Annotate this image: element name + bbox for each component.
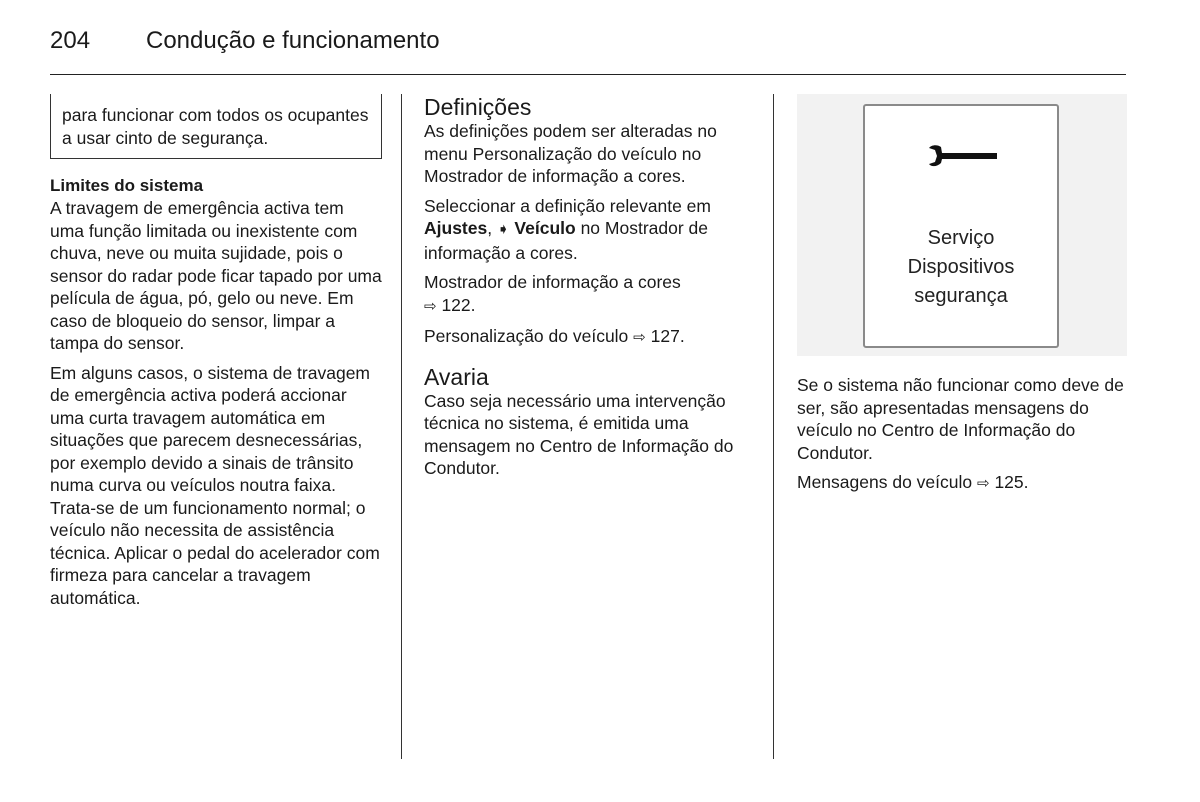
column-left: [50, 94, 382, 616]
settings-paragraph: As definições podem ser alteradas no menu Personalização do veículo no Mostrador de informação a cores.: [424, 121, 717, 186]
display-figure: [797, 94, 1127, 356]
wrench-icon: [927, 144, 999, 170]
display-ref-text: Mostrador de informação a cores: [424, 272, 681, 292]
personalization-reference: [424, 325, 760, 350]
display-screen: [863, 104, 1059, 348]
select-paragraph: [424, 195, 760, 265]
display-message: [865, 224, 1057, 311]
limits-paragraph: A travagem de emergência activa tem uma função limitada ou inexistente com chuva, neve ou muita sujidade, pois o sensor do radar pode ficar tapado por uma película de água, pó, gelo ou neve. Em caso de bloqueio do sensor, limpar a tampa do sensor.: [50, 198, 382, 353]
veiculo-label: Veículo: [514, 218, 576, 238]
column-right: [797, 94, 1127, 503]
page-ref-icon: ⇨: [977, 475, 990, 492]
select-comma: ,: [487, 218, 493, 238]
page-ref-icon: ⇨: [633, 329, 646, 346]
display-ref-page: 122.: [441, 294, 476, 315]
messages-reference: [797, 471, 1127, 496]
settings-heading: Definições: [424, 94, 532, 120]
display-reference: [424, 271, 760, 318]
cases-paragraph: Em alguns casos, o sistema de travagem de emergência activa poderá accionar uma curta travagem automática em situações que parecem desnecessárias, por exemplo devido a sinais de trânsito numa curva ou veículos noutra faixa. Trata-se de um funcionamento normal; o veículo não necessita de assistência técnica. Aplicar o pedal do acelerador com firmeza para cancelar a travagem automática.: [50, 362, 380, 608]
select-prefix: Seleccionar a definição relevante em: [424, 195, 711, 216]
page-number: 204: [50, 27, 91, 54]
personalization-ref-page: 127.: [650, 326, 685, 346]
messages-ref-text: Mensagens do veículo: [797, 472, 973, 492]
messages-ref-page: 125.: [994, 472, 1029, 492]
notice-box: [50, 94, 382, 159]
limits-heading: Limites do sistema: [50, 176, 204, 195]
select-suffix: no Mostrador de informação a cores.: [424, 218, 709, 263]
header-rule: [50, 74, 1126, 75]
display-line-1: Serviço: [927, 227, 995, 249]
column-divider: [401, 94, 402, 759]
page-header: [50, 24, 1126, 58]
section-title: Condução e funcionamento: [146, 27, 440, 54]
column-middle: [424, 94, 760, 487]
personalization-ref-text: Personalização do veículo: [424, 326, 629, 346]
display-line-3: segurança: [914, 285, 1008, 307]
arrow-icon: ➧: [496, 221, 510, 238]
page-ref-icon: ⇨: [424, 297, 437, 315]
fault-heading: Avaria: [424, 363, 489, 390]
column-divider: [773, 94, 774, 759]
notice-text: para funcionar com todos os ocupantes a usar cinto de segurança.: [62, 105, 369, 148]
ajustes-label: Ajustes: [424, 218, 488, 238]
malfunction-paragraph: Se o sistema não funcionar como deve de ser, são apresentadas mensagens do veículo no Centro de Informação do Condutor.: [797, 375, 1124, 463]
fault-paragraph: Caso seja necessário uma intervenção técnica no sistema, é emitida uma mensagem no Centro de Informação do Condutor.: [424, 390, 734, 478]
display-line-2: Dispositivos: [907, 256, 1015, 278]
